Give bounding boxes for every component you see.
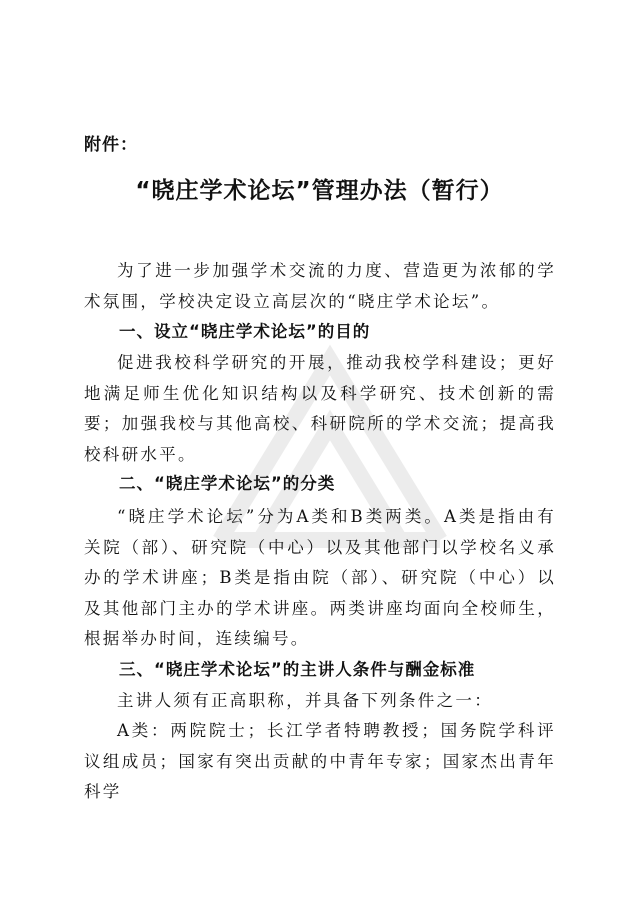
section-paragraph-classification: “晓庄学术论坛”分为A类和B类两类。A类是指由有关院（部）、研究院（中心）以及其他部门以学校名义承办的学术讲座；B类是指由院（部）、研究院（中心）以及其他部门主办的学术讲座。两类讲座均面向全校师生，根据举办时间，连续编号。 bbox=[84, 507, 556, 648]
attachment-label: 附件： bbox=[84, 135, 138, 155]
section-heading-purpose: 一、设立“晓庄学术论坛”的目的 bbox=[119, 322, 371, 341]
section-heading-speaker-conditions: 三、“晓庄学术论坛”的主讲人条件与酬金标准 bbox=[119, 660, 476, 679]
section-heading-classification: 二、“晓庄学术论坛”的分类 bbox=[119, 474, 336, 493]
section-paragraph-purpose: 促进我校科学研究的开展，推动我校学科建设；更好地满足师生优化知识结构以及科学研究、技术创新的需要；加强我校与其他高校、科研院所的学术交流；提高我校科研水平。 bbox=[84, 353, 556, 464]
intro-paragraph: 为了进一步加强学术交流的力度、营造更为浓郁的学术氛围，学校决定设立高层次的“晓庄学术论坛”。 bbox=[84, 261, 556, 311]
page-title: “晓庄学术论坛”管理办法（暂行） bbox=[135, 178, 504, 204]
section-paragraph-speaker-requirement: 主讲人须有正高职称，并具备下列条件之一： bbox=[117, 691, 493, 710]
section-paragraph-class-a: A类：两院院士；长江学者特聘教授；国务院学科评议组成员；国家有突出贡献的中青年专家；国家杰出青年科学 bbox=[84, 721, 556, 801]
